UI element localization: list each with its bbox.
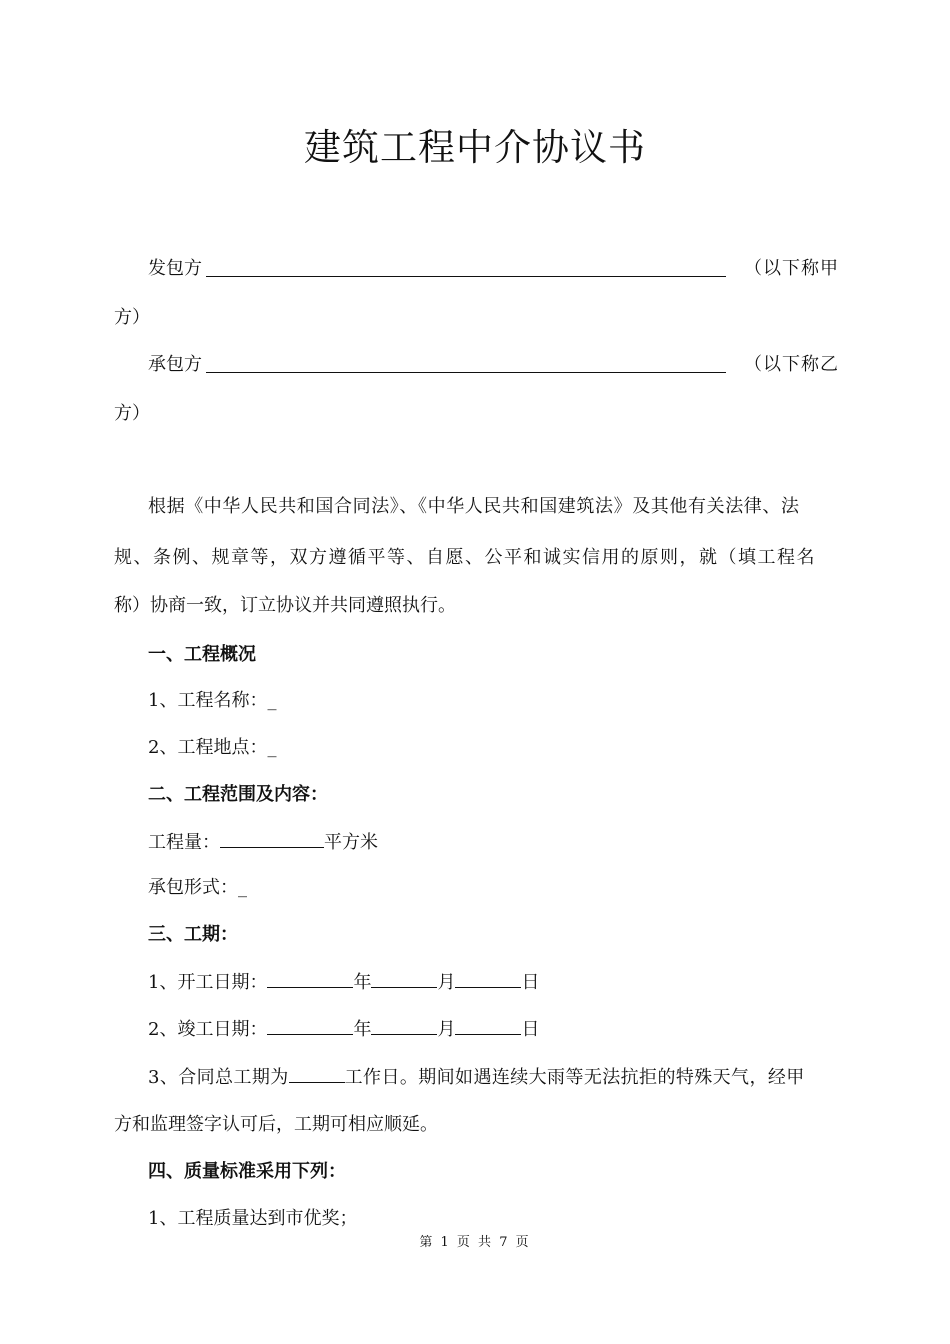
section-1-heading: 一、工程概况 [148, 644, 256, 665]
party-a-label: 发包方 [148, 258, 202, 279]
start-date-line [148, 969, 539, 995]
quantity-unit: 平方米 [324, 832, 378, 853]
end-day-blank [455, 1016, 521, 1035]
total-duration-wrap: 方和监理签字认可后，工期可相应顺延。 [114, 1114, 438, 1135]
section-2-heading: 二、工程范围及内容： [148, 784, 328, 805]
contract-form-line: 承包形式：_ [148, 877, 247, 898]
total-duration-prefix: 3、合同总工期为 [148, 1067, 289, 1088]
end-year-unit: 年 [353, 1019, 372, 1040]
quality-item-1: 1、工程质量达到市优奖； [148, 1208, 358, 1229]
preamble-line-2: 规、条例、规章等，双方遵循平等、自愿、公平和诚实信用的原则，就（填工程名 [114, 547, 816, 568]
end-date-line [148, 1016, 539, 1042]
total-duration-blank [289, 1064, 345, 1083]
total-duration-suffix: 工作日。期间如遇连续大雨等无法抗拒的特殊天气，经甲 [344, 1067, 805, 1088]
end-month-blank [371, 1016, 437, 1035]
page-footer: 第 1 页 共 7 页 [419, 1235, 531, 1250]
start-year-blank [267, 969, 353, 988]
start-month-unit: 月 [437, 972, 456, 993]
party-b-blank [206, 372, 726, 373]
party-b-tail: （以下称乙 [744, 354, 839, 375]
quantity-line [148, 829, 378, 855]
preamble-line-1: 根据《中华人民共和国合同法》、《中华人民共和国建筑法》及其他有关法律、法 [148, 496, 800, 517]
party-a-wrap: 方） [114, 307, 150, 328]
party-b-label: 承包方 [148, 354, 202, 375]
party-b-wrap: 方） [114, 403, 150, 424]
start-day-blank [455, 969, 521, 988]
start-day-unit: 日 [521, 972, 540, 993]
end-date-label: 2、竣工日期： [148, 1019, 268, 1040]
start-date-label: 1、开工日期： [148, 972, 268, 993]
project-location-line: 2、工程地点：_ [148, 737, 277, 758]
quantity-blank [220, 829, 324, 848]
document-title: 建筑工程中介协议书 [304, 126, 646, 169]
preamble-line-3: 称）协商一致，订立协议并共同遵照执行。 [114, 595, 456, 616]
section-4-heading: 四、质量标准采用下列： [148, 1161, 346, 1182]
total-duration-line [148, 1064, 805, 1090]
party-a-tail: （以下称甲 [744, 258, 839, 279]
end-day-unit: 日 [521, 1019, 540, 1040]
end-month-unit: 月 [437, 1019, 456, 1040]
section-3-heading: 三、工期： [148, 924, 238, 945]
quantity-label: 工程量： [148, 832, 220, 853]
party-a-blank [206, 276, 726, 277]
start-month-blank [371, 969, 437, 988]
project-name-line: 1、工程名称：_ [148, 690, 277, 711]
end-year-blank [267, 1016, 353, 1035]
start-year-unit: 年 [353, 972, 372, 993]
